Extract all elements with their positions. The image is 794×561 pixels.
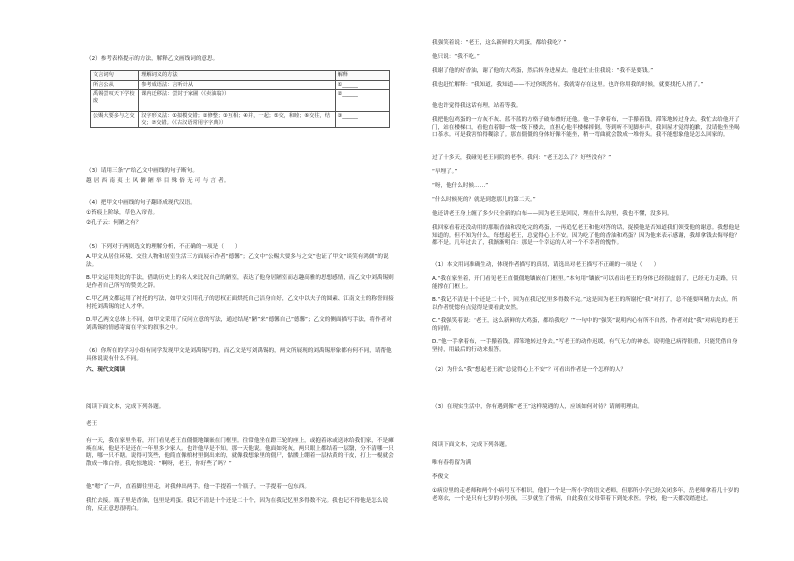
- table-row: [91, 80, 390, 90]
- q4-item-a: ①苔痕上阶绿，草色入帘青。: [86, 210, 159, 216]
- table-cell: 参考成语法：言听计从: [139, 80, 335, 90]
- article-paragraph: 他只说：“我不吃。”: [432, 54, 480, 60]
- article-paragraph: 他“嗯”了一声，直着脚往里走，对我伸出两手。他一手提着一个瓶子，一手提着一包东西。: [86, 484, 310, 490]
- question-1-option-b: B.“我记不清是十个还是二十个，因为在我记忆里多得数不完。”这是因为老王的所谢托“我”对打了，总不能要叫精力去点，所以作者恍惚有点觉得是要看此安然。: [432, 297, 738, 311]
- q4-prompt: （4）把甲文中画线的句子翻译成现代汉语。: [86, 200, 196, 206]
- table-row: [91, 90, 390, 112]
- article-paragraph: 过了十多天，我碰见老王同院的老李。我问：“老王怎么了？好些没有？”: [432, 155, 612, 161]
- question-2-prompt: （2）为什么“我”想起老王就“总觉得心上不安”？可看出作者是一个怎样的人？: [432, 367, 627, 373]
- article-paragraph: 我回家看着还没动用的那瓶香油和没吃完的鸡蛋，一再追忆老王和他对答的话，捉摸他是否知道我们领受他的谢意。我想他是知道的。但不知为什么，每想起老王，总觉得心上不安。因为吃了他的香油和鸡蛋？因为他来表示感谢，我却拿钱去侮辱他？都不是。几年过去了，我渐渐明白：那是一个幸运的人对一个不幸者的愧怍。: [432, 225, 740, 246]
- article-paragraph: 我也赶忙解释：“我知道，我知道——不过你既然有，我就寄存在这里。也许你用我的时候，就要找托人捎了。”: [432, 82, 704, 88]
- q3-prompt: （3）请用三条“/”给乙文中画线的句子断句。: [86, 168, 198, 174]
- question-3-prompt: （3）在现实生活中，你有遇到像“老王”这样境遇的人，应该如何对待？请阐明理由。: [432, 404, 643, 410]
- read-instruction-2: 阅读下面文本，完成下列各题。: [432, 442, 511, 448]
- table-cell: ②______: [335, 90, 389, 112]
- article-paragraph: “呀，他什么时候……”: [432, 183, 489, 189]
- table-header-cell: 文言词句: [91, 71, 139, 81]
- q3-sentence: 越 居 西 南 夷 土 风 僻 陋 举 目 殊 俗 无 可 与 言 者。: [86, 178, 230, 184]
- q2-intro: （2）参考表格提示的方法，解释乙文画线词的意思。: [86, 56, 219, 62]
- question-1-prompt: （1）本文用词准确生动，体现作者描写的真切，请选出对老王描写不正确的一项是（ ）: [432, 262, 660, 268]
- question-1-option-a: A.“我在家坐着，开门看见老王直僵僵地镶嵌在门框里。”本句用“镶嵌”可以看出老王的身体已经很虚弱了，已经无力走路，只能撑在门框上。: [432, 276, 738, 290]
- q5-prompt: （5）下列对于两则选文的理解分析，不正确的一项是（ ）: [86, 244, 241, 250]
- q5-option-b: B.甲文运用类比的手法，借助历史上的名人来比况自己的陋室，表达了他身居陋室而志趣高雅的思想感情，而乙文中刘禹锡则是作者自己所写的赞美之辞。: [86, 275, 394, 289]
- q5-option-c: C.甲乙两文都运用了衬托的写法，如甲文引用孔子的思权正面烘托自己洁身自好，乙文中以夫子的圆素、江南文士的称誉间接衬托刘禹锡的过人才华。: [86, 296, 394, 310]
- article-paragraph: 我把他包鸡蛋的一方灰不灰、蓝不蓝的方格子破布叠好还他。他一手拿着布，一手攥着钱，滞笨地转过身去。我忙去给他开了门，站在楼梯口，看他直着脚一级一级下楼去，直担心他半楼梯摔倒。等到听不见脚步声，我回屋才觉得抱歉，没请他坐坐喝口茶水。可是我害怕得糊涂了。那直僵僵的身体好像不能坐，稍一弯曲就会散成一堆骨头。我不能想象他是怎么回家的。: [432, 117, 740, 138]
- table-cell: ③______: [335, 112, 389, 128]
- q6-prompt: （6）你所在的学习小组有同学发现甲文是刘禹锡写的，而乙文是写刘禹锡的，两文所展现的刘禹锡形象都有何不同，请帮他具体说说有什么不同。: [86, 348, 392, 362]
- table-row: [91, 112, 390, 128]
- article-2-title: 唯有春将留为满: [432, 460, 472, 466]
- table-header-cell: 解释: [335, 71, 389, 81]
- article-paragraph: “什么时候死的？就是到您那儿的第二天。”: [432, 197, 536, 203]
- article-paragraph: 我谢了他的好香油，谢了他的大鸡蛋，然后转身进屋去。他赶忙止住我说：“我不是要钱。”: [432, 68, 654, 74]
- question-1-option-c: C.“我强笑着说：‘老王，这么新鲜的大鸡蛋，都给我吃？’”一句中的“强笑”说明内心有所不自然，作者对此“我”对病危的老王的同情。: [432, 318, 739, 332]
- table-cell: 公赐大要多与之交: [91, 112, 139, 128]
- q5-option-d: D.甲乙两文总体上不同，如甲文采用了反问立意的写法，通过结尾“陋”来“德馨自己”德馨”；乙文的侧面描写手法，将作者对刘禹锡的情感寄寓在平实的叙事之中。: [86, 317, 392, 331]
- table-cell: 课内迁移法：尝封于家圃（《卖油翁》）: [139, 90, 335, 112]
- table-cell: 汉字形义法：①拟模交错；②修整；③互相；④并，一起；⑤交，和睦；⑥交往，结交；⑦交错。（《古汉语常用字字典》）: [139, 112, 335, 128]
- article-paragraph: 他还讲老王身上缠了多少尺全新的白布——因为老王是回民，埋在什么沟里，我也不懂，没多问。: [432, 211, 673, 217]
- table-header-row: [91, 71, 390, 81]
- article-paragraph: 我忙去接。瓶子里是香油，包里是鸡蛋。我记不清是十个还是二十个，因为在我记忆里多得数不完。我也记不得他是怎么说的，反正意思很明白。: [86, 498, 389, 512]
- table-cell: 所言公从: [91, 80, 139, 90]
- article-paragraph: “早埋了。”: [432, 169, 458, 175]
- q5-option-a: A.甲文从居住环境、交往人物和居室生活三方面展示作者“德馨”；乙文中“公赐大要多与之交”也证了甲文“谈笑有鸿儒”的说法。: [86, 254, 389, 268]
- article-paragraph: 有一天，我在家里坐着，开门看见老王直僵僵地镶嵌在门框里。往常他坐在蹬三轮的座上，或抱着冰或送冰给我们家，不是瘫痪在床，他是不是还在一年里多少家人。也许他早是不知。那一天他说。他面如死灰，两只眼上都结着一层翳，分不清哪一只瞎，哪一只不瞎。说得可笑些，他简直像棺材里倒出来的，就像我想象里的僵尸，骷髅上绷着一层枯黄的干皮，打上一棍就会散成一堆白骨。我吃惊地说：“啊呀，老王，你好些了吗？”: [86, 438, 394, 467]
- read-instruction: 阅读下面文本，完成下列各题。: [86, 404, 165, 410]
- q4-item-b: ②孔子云：何陋之有？: [86, 220, 142, 226]
- question-1-option-d: D.“他一手拿着布，一手攥着钱，滞笨地转过身去。”写老王的动作迟缓，有气无力的神态，说明他已病得很重，只能凭借自身坚持，用最后的行动来报答。: [432, 339, 738, 353]
- article-2-author: 李俊文: [432, 474, 449, 480]
- table-cell: ①______: [335, 80, 389, 90]
- table-header-cell: 理解词义的方法: [139, 71, 335, 81]
- article-paragraph: 他也许觉得我这话有理，站着等我。: [432, 103, 522, 109]
- article-title: 老王: [86, 421, 98, 427]
- section-heading: 六、现代文阅读: [86, 367, 126, 373]
- table-cell: 禹锡尝叹天下学校废: [91, 90, 139, 112]
- article-paragraph: 我强笑着说：“老王，这么新鲜的大鸡蛋，都给我吃？”: [432, 40, 567, 46]
- article-2-paragraph: ①病房里的走老师和两个小病号互不相识，他们一个是一所小学的语文老师，但那所小学已经关闭多年，岳老师拿着几十岁的老寒衣，一个是只有七岁的小男孩，三岁就生了骨病，自此我在父母带着下到处求医。学校，他一天都没踏进过。: [432, 488, 740, 502]
- word-table: [90, 70, 390, 128]
